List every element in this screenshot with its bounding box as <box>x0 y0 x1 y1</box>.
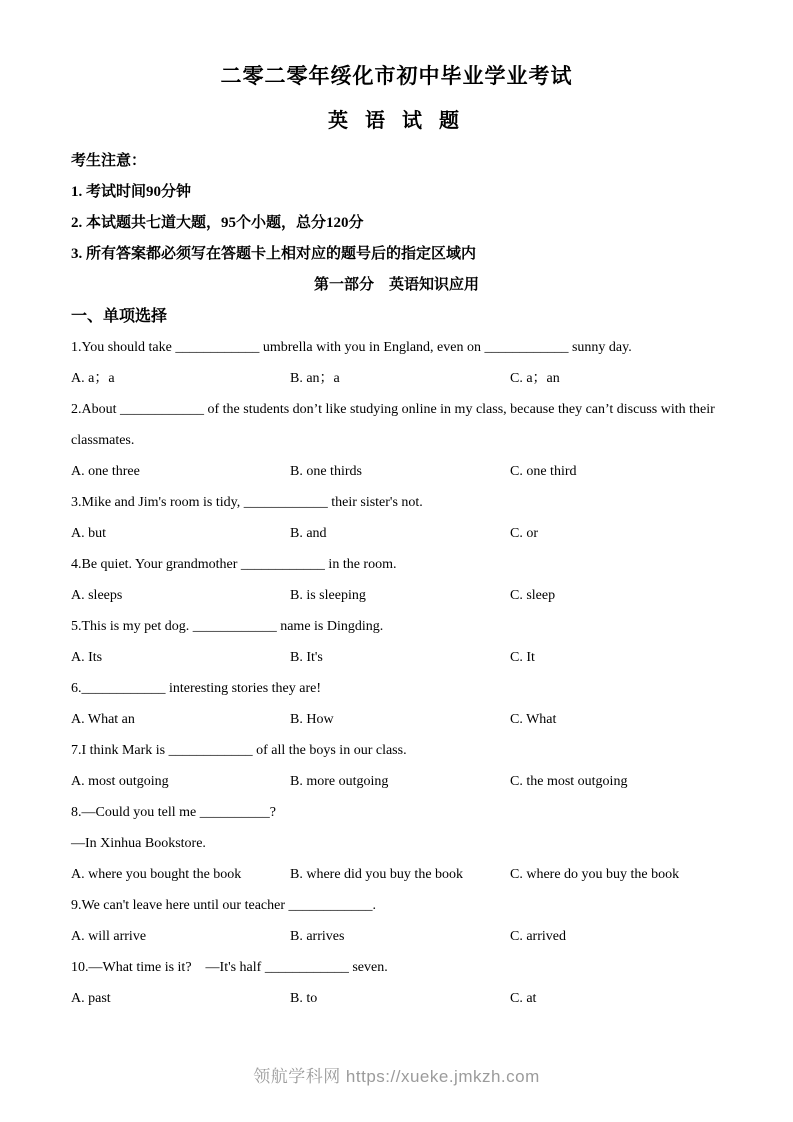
question-4-option-b: B. is sleeping <box>290 588 366 603</box>
question-9-option-c: C. arrived <box>510 929 566 944</box>
notice-heading: 考生注意： <box>71 153 147 169</box>
question-10-option-a: A. past <box>71 991 111 1006</box>
question-8-option-c: C. where do you buy the book <box>510 867 680 882</box>
question-4-options <box>71 580 722 611</box>
question-5-option-b: B. It's <box>290 650 323 665</box>
question-6-option-a: A. What an <box>71 712 135 727</box>
question-2-option-b: B. one thirds <box>290 464 362 479</box>
question-10-option-b: B. to <box>290 991 318 1006</box>
question-8-text-line-2: —In Xinhua Bookstore. <box>71 836 206 851</box>
question-3-option-b: B. and <box>290 526 327 541</box>
question-5-options <box>71 642 722 673</box>
notice-item-2: 2. 本试题共七道大题，95个小题，总分120分 <box>71 215 364 231</box>
question-9-text: 9.We can't leave here until our teacher ____________. <box>71 898 377 913</box>
exam-title: 二零二零年绥化市初中毕业学业考试 <box>220 64 573 88</box>
question-4-option-a: A. sleeps <box>71 588 123 603</box>
question-9-option-b: B. arrives <box>290 929 345 944</box>
watermark: 领航学科网 https://xueke.jmkzh.com <box>253 1067 540 1086</box>
question-6-option-b: B. How <box>290 712 334 727</box>
question-2-text-line-1: 2.About ____________ of the students don’t like studying online in my class, because they can’t discuss with their <box>71 402 715 417</box>
question-7-option-a: A. most outgoing <box>71 774 169 789</box>
question-2-options <box>71 456 722 487</box>
question-3-option-a: A. but <box>71 526 106 541</box>
question-9-option-a: A. will arrive <box>71 929 147 944</box>
question-8-option-a: A. where you bought the book <box>71 867 242 882</box>
question-8-option-b: B. where did you buy the book <box>290 867 464 882</box>
question-7-text: 7.I think Mark is ____________ of all the boys in our class. <box>71 743 407 758</box>
question-1-options <box>71 363 722 394</box>
question-7-option-b: B. more outgoing <box>290 774 389 789</box>
question-2-text-line-2: classmates. <box>71 433 135 448</box>
exam-subtitle: 英 语 试 题 <box>328 110 465 132</box>
exam-content <box>71 146 722 1014</box>
notice-item-1: 1. 考试时间90分钟 <box>71 184 192 200</box>
question-5-option-c: C. It <box>510 650 535 665</box>
section-heading: 一、单项选择 <box>71 308 168 325</box>
question-1-option-a: A. a；a <box>71 371 115 386</box>
question-10-option-c: C. at <box>510 991 537 1006</box>
question-6-text: 6.____________ interesting stories they are! <box>71 681 322 696</box>
question-10-text: 10.—What time is it? —It's half ____________ seven. <box>71 960 388 975</box>
question-1-option-c: C. a；an <box>510 371 560 386</box>
question-5-text: 5.This is my pet dog. ____________ name is Dingding. <box>71 619 384 634</box>
question-3-options <box>71 518 722 549</box>
question-10-options <box>71 983 722 1014</box>
question-1-text: 1.You should take ____________ umbrella with you in England, even on ____________ sunny day. <box>71 340 632 355</box>
question-7-options <box>71 766 722 797</box>
question-7-option-c: C. the most outgoing <box>510 774 628 789</box>
question-4-text: 4.Be quiet. Your grandmother ____________ in the room. <box>71 557 397 572</box>
question-2-option-c: C. one third <box>510 464 577 479</box>
question-6-options <box>71 704 722 735</box>
question-9-options <box>71 921 722 952</box>
question-2-option-a: A. one three <box>71 464 140 479</box>
question-8-text-line-1: 8.—Could you tell me __________? <box>71 805 276 820</box>
question-3-text: 3.Mike and Jim's room is tidy, ____________ their sister's not. <box>71 495 423 510</box>
question-3-option-c: C. or <box>510 526 538 541</box>
question-5-option-a: A. Its <box>71 650 103 665</box>
part-heading: 第一部分 英语知识应用 <box>313 277 479 293</box>
question-6-option-c: C. What <box>510 712 557 727</box>
notice-item-3: 3. 所有答案都必须写在答题卡上相对应的题号后的指定区域内 <box>71 246 477 262</box>
question-8-options <box>71 859 722 890</box>
question-4-option-c: C. sleep <box>510 588 556 603</box>
question-1-option-b: B. an；a <box>290 371 340 386</box>
